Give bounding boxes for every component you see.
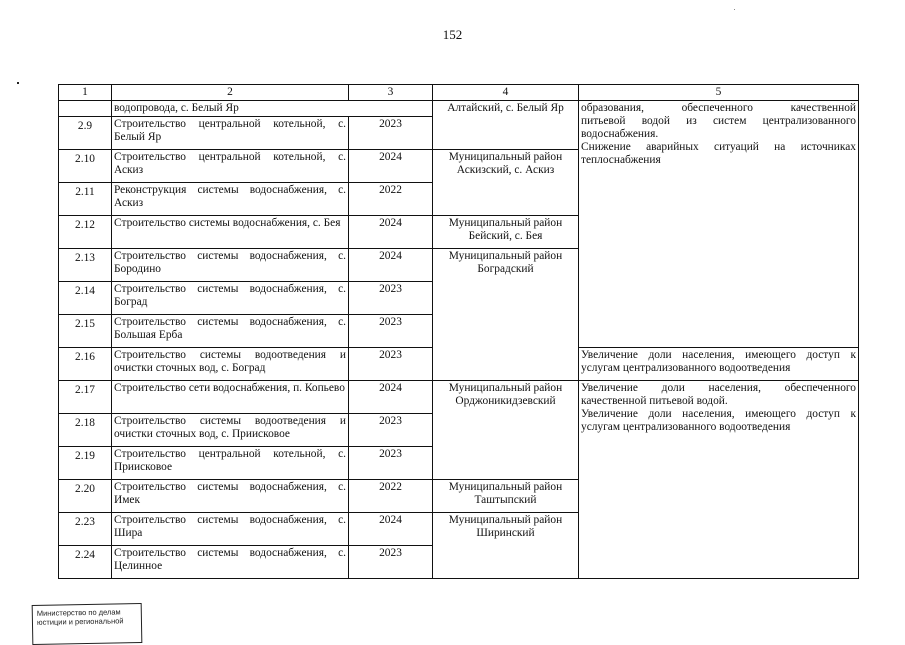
project-name-cell: Строительство системы водоснабжения, с. Бородино — [112, 249, 349, 282]
row-number-cell: 2.23 — [59, 513, 112, 546]
project-name-cell: Строительство центральной котельной, с. Приисковое — [112, 447, 349, 480]
year-cell: 2024 — [349, 249, 433, 282]
result-text: питьевой водой из систем централизованного водоснабжения. — [581, 115, 856, 140]
year-cell: 2023 — [349, 117, 433, 150]
row-number-cell: 2.10 — [59, 150, 112, 183]
row-number-cell: 2.20 — [59, 480, 112, 513]
result-text: Увеличение доли населения, имеющего доступ к услугам централизованного водоотведения — [581, 349, 856, 374]
column-header: 5 — [579, 85, 859, 101]
projects-table — [58, 84, 859, 579]
result-text: Увеличение доли населения, имеющего доступ к услугам централизованного водоотведения — [581, 408, 856, 433]
result-text: Увеличение доли населения, обеспеченного качественной питьевой водой. — [581, 382, 856, 407]
project-name-cell: Строительство системы водоотведения и очистки сточных вод, с. Боград — [112, 348, 349, 381]
result-text: образования, обеспеченного качественной — [581, 102, 856, 114]
year-cell: 2023 — [349, 348, 433, 381]
table-row — [59, 101, 859, 117]
project-name-cell: Строительство системы водоотведения и очистки сточных вод, с. Приисковое — [112, 414, 349, 447]
expected-result-cell — [579, 381, 859, 579]
year-cell: 2023 — [349, 315, 433, 348]
row-number-cell: 2.17 — [59, 381, 112, 414]
year-cell: 2022 — [349, 480, 433, 513]
year-cell: 2024 — [349, 513, 433, 546]
header-row — [59, 85, 859, 101]
year-cell: 2024 — [349, 150, 433, 183]
municipality-cell: Муниципальный район Орджоникидзевский — [433, 381, 579, 480]
municipality-cell: Муниципальный район Таштыпский — [433, 480, 579, 513]
year-cell: 2023 — [349, 414, 433, 447]
project-name-cell: водопровода, с. Белый Яр — [112, 101, 433, 117]
project-name-cell: Строительство центральной котельной, с. Белый Яр — [112, 117, 349, 150]
project-name-cell: Строительство сети водоснабжения, п. Копьево — [112, 381, 349, 414]
municipality-cell: Муниципальный район Ширинский — [433, 513, 579, 579]
project-name-cell: Строительство системы водоснабжения, с. Большая Ерба — [112, 315, 349, 348]
column-header: 1 — [59, 85, 112, 101]
column-header: 4 — [433, 85, 579, 101]
result-text: Снижение аварийных ситуаций на источниках теплоснабжения — [581, 141, 856, 166]
stamp-text: юстиции и региональной — [36, 616, 124, 627]
year-cell: 2023 — [349, 447, 433, 480]
table-row — [59, 381, 859, 414]
row-number-cell: 2.12 — [59, 216, 112, 249]
row-number-cell: 2.16 — [59, 348, 112, 381]
row-number-cell: 2.13 — [59, 249, 112, 282]
municipality-cell: Муниципальный район Бейский, с. Бея — [433, 216, 579, 249]
year-cell: 2023 — [349, 546, 433, 579]
row-number-cell: 2.24 — [59, 546, 112, 579]
row-number-cell — [59, 101, 112, 117]
row-number-cell: 2.18 — [59, 414, 112, 447]
project-name-cell: Реконструкция системы водоснабжения, с. Аскиз — [112, 183, 349, 216]
year-cell: 2024 — [349, 216, 433, 249]
scan-speck — [734, 9, 735, 10]
municipality-cell: Муниципальный район Боградский — [433, 249, 579, 381]
ministry-stamp — [32, 603, 143, 645]
project-name-cell: Строительство системы водоснабжения, с. Шира — [112, 513, 349, 546]
page-number: 152 — [442, 27, 463, 42]
year-cell: 2024 — [349, 381, 433, 414]
row-number-cell: 2.11 — [59, 183, 112, 216]
project-name-cell: Строительство системы водоснабжения, с. Целинное — [112, 546, 349, 579]
project-name-cell: Строительство системы водоснабжения, с. Имек — [112, 480, 349, 513]
column-header: 3 — [349, 85, 433, 101]
municipality-cell: Муниципальный район Аскизский, с. Аскиз — [433, 150, 579, 216]
row-number-cell: 2.14 — [59, 282, 112, 315]
municipality-cell: Алтайский, с. Белый Яр — [433, 101, 579, 150]
year-cell: 2022 — [349, 183, 433, 216]
year-cell: 2023 — [349, 282, 433, 315]
project-name-cell: Строительство центральной котельной, с. Аскиз — [112, 150, 349, 183]
project-name-cell: Строительство системы водоснабжения, с. Бея — [112, 216, 349, 249]
row-number-cell: 2.9 — [59, 117, 112, 150]
row-number-cell: 2.19 — [59, 447, 112, 480]
scan-speck — [17, 82, 19, 84]
project-name-cell: Строительство системы водоснабжения, с. Боград — [112, 282, 349, 315]
row-number-cell: 2.15 — [59, 315, 112, 348]
expected-result-cell — [579, 101, 859, 348]
column-header: 2 — [112, 85, 349, 101]
stamp-text: Министерство по делам — [36, 607, 121, 618]
expected-result-cell — [579, 348, 859, 381]
